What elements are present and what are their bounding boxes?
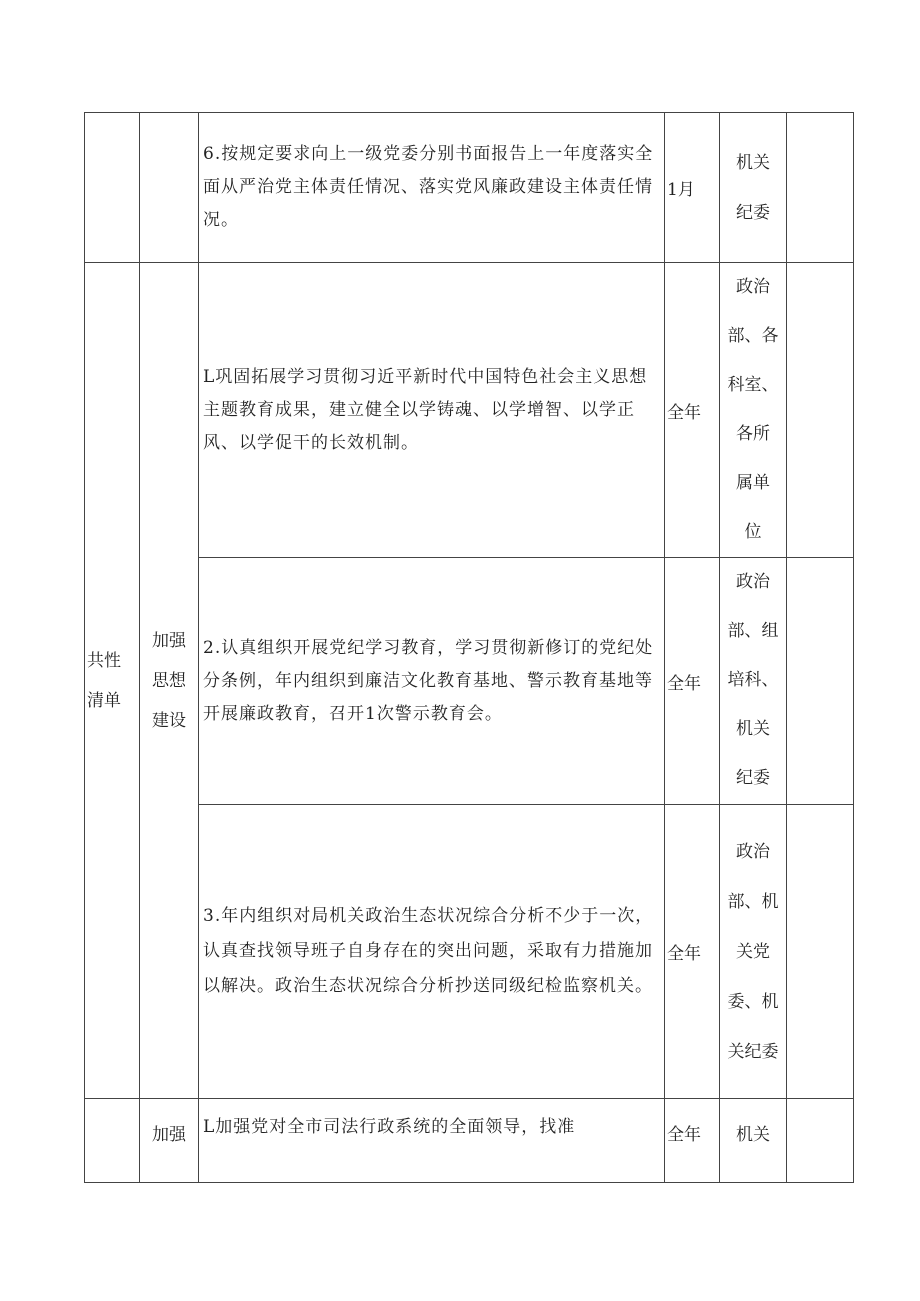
remarks-cell [787, 558, 854, 805]
dept-line: 纪委 [736, 202, 770, 223]
dept-cell [720, 805, 787, 1099]
dept-cell [720, 113, 787, 263]
time-cell: 全年 [665, 558, 720, 805]
dept-line: 政治 [736, 572, 770, 592]
subcategory-line: 思想 [152, 670, 186, 691]
subcategory-cell [140, 263, 199, 1099]
table-row [85, 1099, 854, 1183]
remarks-cell [787, 263, 854, 558]
category-line: 共性 [87, 650, 121, 671]
subcategory-line: 加强 [152, 630, 186, 651]
category-cell [85, 263, 140, 1099]
task-text-6: 6.按规定要求向上一级党委分别书面报告上一年度落实全面从严治党主体责任情况、落实党风廉政建设主体责任情况。 [199, 113, 665, 263]
category-line: 清单 [87, 690, 121, 711]
remarks-cell [787, 113, 854, 263]
dept-line: 机关 [736, 719, 770, 739]
dept-line: 各所 [736, 424, 770, 444]
dept-line: 科室、 [727, 375, 779, 395]
responsibility-table [84, 112, 854, 1183]
table-row [85, 113, 854, 263]
dept-line: 部、机 [727, 891, 779, 912]
subcategory-cell: 加强 [140, 1099, 199, 1183]
category-cell-empty [85, 113, 140, 263]
table-row [85, 558, 854, 805]
task-text-3: 3.年内组织对局机关政治生态状况综合分析不少于一次，认真查找领导班子自身存在的突出问题，采取有力措施加以解决。政治生态状况综合分析抄送同级纪检监察机关。 [199, 805, 665, 1099]
task-text-1: L巩固拓展学习贯彻习近平新时代中国特色社会主义思想主题教育成果，建立健全以学铸魂、以学增智、以学正风、以学促干的长效机制。 [199, 263, 665, 558]
dept-line: 政治 [736, 277, 770, 297]
category-cell-empty [85, 1099, 140, 1183]
subcategory-line: 建设 [152, 710, 186, 731]
dept-line: 委、机 [727, 991, 779, 1012]
subcategory-cell-empty [140, 113, 199, 263]
dept-line: 培科、 [727, 670, 779, 690]
dept-line: 机关 [736, 152, 770, 173]
time-cell: 1月 [665, 113, 720, 263]
time-cell: 全年 [665, 1099, 720, 1183]
dept-cell [720, 558, 787, 805]
remarks-cell [787, 805, 854, 1099]
dept-line: 关党 [736, 941, 770, 962]
dept-line: 位 [744, 522, 762, 542]
task-text-next: L加强党对全市司法行政系统的全面领导，找准 [199, 1099, 665, 1183]
dept-line: 纪委 [736, 768, 770, 788]
dept-line: 属单 [736, 473, 770, 493]
task-text-2: 2.认真组织开展党纪学习教育，学习贯彻新修订的党纪处分条例，年内组织到廉洁文化教育基地、警示教育基地等开展廉政教育，召开1次警示教育会。 [199, 558, 665, 805]
dept-line: 部、组 [727, 621, 779, 641]
dept-line: 政治 [736, 841, 770, 862]
time-cell: 全年 [665, 805, 720, 1099]
time-cell: 全年 [665, 263, 720, 558]
dept-line: 关纪委 [727, 1041, 779, 1062]
dept-line: 部、各 [727, 326, 779, 346]
dept-cell [720, 263, 787, 558]
table-row [85, 263, 854, 558]
table-row [85, 805, 854, 1099]
remarks-cell [787, 1099, 854, 1183]
dept-cell: 机关 [720, 1099, 787, 1183]
